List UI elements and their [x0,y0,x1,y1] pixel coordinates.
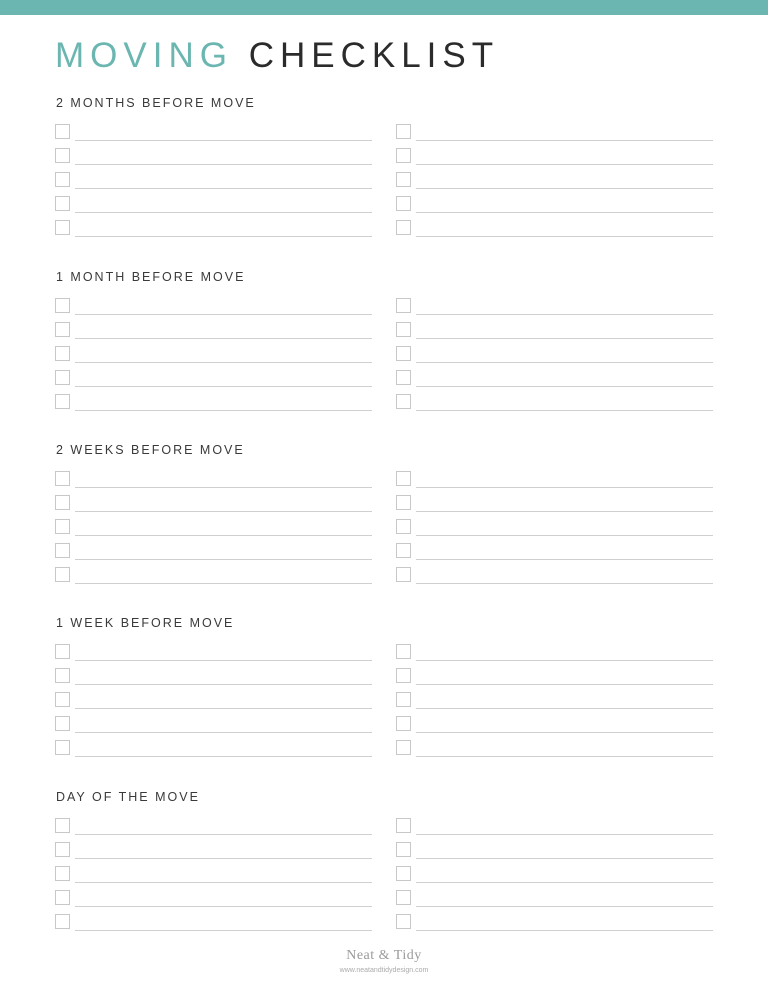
write-in-line[interactable] [75,188,372,189]
write-in-line[interactable] [75,535,372,536]
write-in-line[interactable] [75,410,372,411]
checklist-column-right [396,644,716,764]
checkbox[interactable] [55,567,70,582]
checklist-item [55,818,375,842]
write-in-line[interactable] [416,732,713,733]
write-in-line[interactable] [416,386,713,387]
write-in-line[interactable] [416,487,713,488]
write-in-line[interactable] [416,212,713,213]
write-in-line[interactable] [416,338,713,339]
checkbox[interactable] [55,866,70,881]
checkbox[interactable] [55,196,70,211]
checklist-item [55,346,375,370]
checklist-item [396,298,716,322]
checklist-item [396,543,716,567]
checklist-item [396,124,716,148]
checkbox[interactable] [55,668,70,683]
checkbox[interactable] [55,172,70,187]
checklist-item [396,890,716,914]
brand-name: Neat & Tidy [346,948,422,963]
checklist-item [55,866,375,890]
checkbox[interactable] [396,196,411,211]
checkbox[interactable] [55,124,70,139]
checkbox[interactable] [55,370,70,385]
write-in-line[interactable] [75,906,372,907]
section-1-month [0,269,768,439]
checkbox[interactable] [55,220,70,235]
checkbox[interactable] [396,842,411,857]
write-in-line[interactable] [416,535,713,536]
write-in-line[interactable] [416,140,713,141]
write-in-line[interactable] [75,487,372,488]
write-in-line[interactable] [75,708,372,709]
checklist-item [55,668,375,692]
checklist-item [55,370,375,394]
checkbox[interactable] [55,543,70,558]
checklist-item [55,298,375,322]
checklist-item [396,495,716,519]
checkbox[interactable] [396,370,411,385]
section-2-weeks [0,442,768,612]
write-in-line[interactable] [416,708,713,709]
checkbox[interactable] [396,394,411,409]
checklist-item [55,124,375,148]
write-in-line[interactable] [75,930,372,931]
checklist-item [55,220,375,244]
write-in-line[interactable] [416,660,713,661]
checkbox[interactable] [55,148,70,163]
checkbox[interactable] [396,866,411,881]
write-in-line[interactable] [416,906,713,907]
checklist-item [396,668,716,692]
checklist-item [55,543,375,567]
checkbox[interactable] [396,172,411,187]
checkbox[interactable] [396,692,411,707]
checkbox[interactable] [396,890,411,905]
title-accent-word: MOVING [55,36,233,75]
section-2-months [0,95,768,265]
section-heading: DAY OF THE MOVE [56,790,200,804]
write-in-line[interactable] [416,882,713,883]
checklist-item [55,495,375,519]
write-in-line[interactable] [75,140,372,141]
checklist-column-left [55,298,375,418]
checkbox[interactable] [55,740,70,755]
checkbox[interactable] [55,716,70,731]
write-in-line[interactable] [75,338,372,339]
checkbox[interactable] [55,471,70,486]
checkbox[interactable] [396,644,411,659]
write-in-line[interactable] [75,756,372,757]
checkbox[interactable] [396,914,411,929]
footer [0,946,768,975]
checkbox[interactable] [396,148,411,163]
write-in-line[interactable] [416,362,713,363]
checklist-item [396,471,716,495]
page-title [55,32,499,80]
checkbox[interactable] [55,298,70,313]
checkbox[interactable] [55,692,70,707]
checklist-item [55,471,375,495]
checkbox[interactable] [396,220,411,235]
checkbox[interactable] [396,471,411,486]
checklist-column-right [396,818,716,938]
checkbox[interactable] [396,668,411,683]
checkbox[interactable] [396,543,411,558]
checklist-item [396,346,716,370]
checkbox[interactable] [55,394,70,409]
checkbox[interactable] [55,519,70,534]
checkbox[interactable] [396,322,411,337]
write-in-line[interactable] [416,511,713,512]
write-in-line[interactable] [75,732,372,733]
write-in-line[interactable] [416,188,713,189]
write-in-line[interactable] [416,236,713,237]
write-in-line[interactable] [75,559,372,560]
checklist-column-left [55,471,375,591]
checklist-item [55,740,375,764]
write-in-line[interactable] [75,164,372,165]
checklist-item [55,519,375,543]
checklist-item [396,370,716,394]
checkbox[interactable] [55,890,70,905]
write-in-line[interactable] [75,212,372,213]
write-in-line[interactable] [75,858,372,859]
checklist-column-right [396,471,716,591]
checkbox[interactable] [396,716,411,731]
checklist-item [396,172,716,196]
checkbox[interactable] [55,842,70,857]
section-heading: 2 WEEKS BEFORE MOVE [56,443,245,457]
checklist-item [55,716,375,740]
section-heading: 1 WEEK BEFORE MOVE [56,616,235,630]
website-url: www.neatandtidydesign.com [339,967,429,974]
title-main-word: CHECKLIST [248,36,500,75]
checklist-item [396,716,716,740]
top-color-band [0,0,768,15]
checklist-item [396,394,716,418]
checkbox[interactable] [396,298,411,313]
section-heading: 1 MONTH BEFORE MOVE [56,270,246,284]
write-in-line[interactable] [416,684,713,685]
write-in-line[interactable] [75,362,372,363]
write-in-line[interactable] [75,386,372,387]
write-in-line[interactable] [416,583,713,584]
write-in-line[interactable] [75,684,372,685]
section-heading: 2 MONTHS BEFORE MOVE [56,96,256,110]
write-in-line[interactable] [416,858,713,859]
checklist-item [396,914,716,938]
checklist-item [55,644,375,668]
write-in-line[interactable] [416,834,713,835]
write-in-line[interactable] [75,314,372,315]
checklist-column-right [396,124,716,244]
write-in-line[interactable] [416,756,713,757]
write-in-line[interactable] [75,236,372,237]
checklist-item [396,148,716,172]
checklist-column-left [55,644,375,764]
write-in-line[interactable] [416,164,713,165]
write-in-line[interactable] [75,882,372,883]
checklist-item [55,172,375,196]
checkbox[interactable] [55,322,70,337]
checkbox[interactable] [396,519,411,534]
checkbox[interactable] [396,740,411,755]
checklist-item [396,818,716,842]
checklist-item [396,866,716,890]
checklist-item [396,322,716,346]
checklist-item [396,842,716,866]
checklist-item [396,692,716,716]
write-in-line[interactable] [75,660,372,661]
write-in-line[interactable] [75,511,372,512]
checkbox[interactable] [55,914,70,929]
write-in-line[interactable] [416,559,713,560]
checklist-column-right [396,298,716,418]
checklist-item [55,890,375,914]
checklist-item [55,196,375,220]
checklist-item [55,148,375,172]
checkbox[interactable] [55,495,70,510]
checklist-item [396,567,716,591]
checklist-item [55,692,375,716]
checklist-item [396,644,716,668]
checklist-item [55,567,375,591]
write-in-line[interactable] [416,314,713,315]
checklist-item [55,842,375,866]
write-in-line[interactable] [75,583,372,584]
checklist-item [396,196,716,220]
write-in-line[interactable] [416,930,713,931]
checklist-item [396,519,716,543]
checkbox[interactable] [55,818,70,833]
write-in-line[interactable] [416,410,713,411]
checkbox[interactable] [55,346,70,361]
checklist-item [55,322,375,346]
checklist-item [55,394,375,418]
section-day-of-move [0,789,768,959]
checkbox[interactable] [55,644,70,659]
checkbox[interactable] [396,495,411,510]
checkbox[interactable] [396,818,411,833]
checklist-item [396,740,716,764]
checkbox[interactable] [396,124,411,139]
checklist-item [396,220,716,244]
write-in-line[interactable] [75,834,372,835]
checkbox[interactable] [396,346,411,361]
checklist-column-left [55,818,375,938]
checkbox[interactable] [396,567,411,582]
checklist-item [55,914,375,938]
section-1-week [0,615,768,785]
checklist-column-left [55,124,375,244]
